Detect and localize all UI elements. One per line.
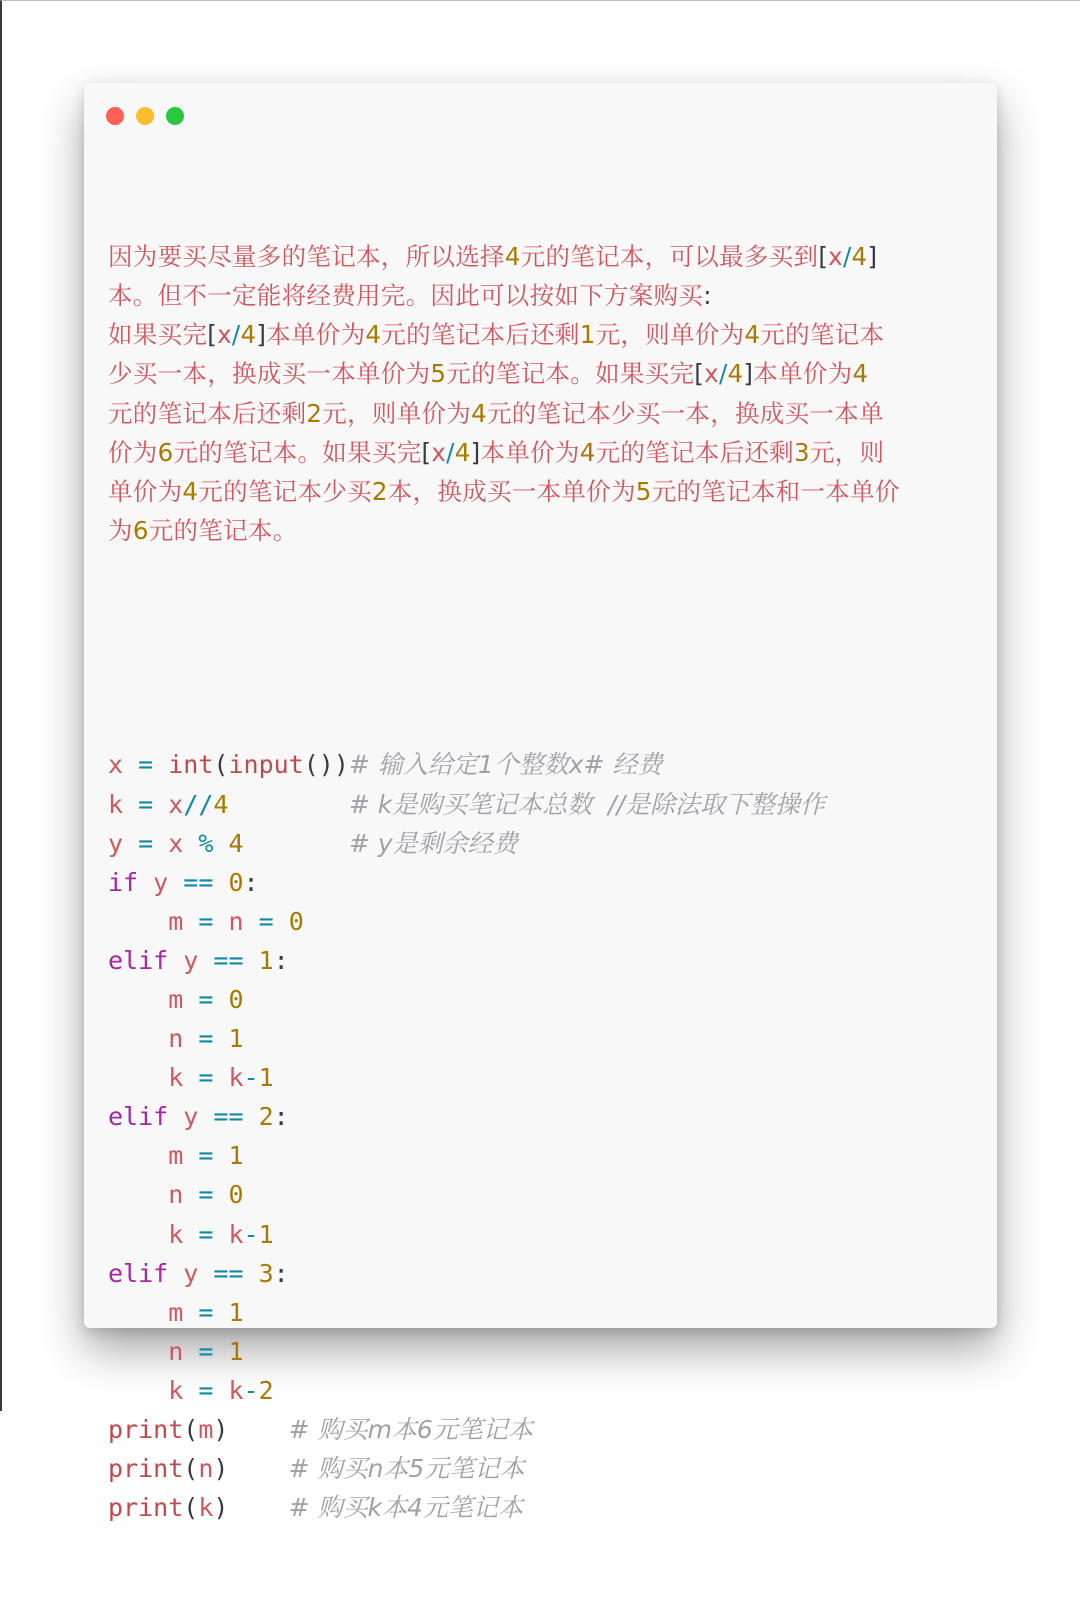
close-window-dot[interactable] [106,107,124,125]
code-line: n = 1 [168,1024,244,1054]
explanation-line: 本。但不一定能将经费用完。因此可以按如下方案购买: [108,281,712,311]
code-line: k = k-1 [168,1219,274,1249]
code-line: k = k-2 [168,1375,274,1405]
code-line: m = 0 [168,984,244,1014]
code-line: print(m) # 购买m本6元笔记本 [108,1415,533,1444]
minimize-window-dot[interactable] [136,107,154,125]
code-line: m = n = 0 [168,906,304,936]
code-line: print(n) # 购买n本5元笔记本 [108,1454,525,1484]
code-line: elif y == 3: [108,1258,289,1288]
code-line: m = 1 [168,1141,244,1171]
code-line: n = 0 [168,1180,244,1210]
code-line: k = x//4 # k是购买笔记本总数 //是除法取下整操作 [108,789,826,819]
blank-line [108,628,978,667]
explanation-line: 如果买完[x/4]本单价为4元的笔记本后还剩1元，则单价为4元的笔记本 [108,320,885,350]
code-line: n = 1 [168,1336,244,1366]
code-line: m = 1 [168,1297,244,1327]
maximize-window-dot[interactable] [166,107,184,125]
window-controls [106,107,184,125]
explanation-line: 元的笔记本后还剩2元，则单价为4元的笔记本少买一本，换成买一本单 [108,398,884,428]
code-window [84,83,997,1523]
explanation-line: 少买一本，换成买一本单价为5元的笔记本。如果买完[x/4]本单价为4 [108,359,869,389]
code-line: print(k) # 购买k本4元笔记本 [108,1493,523,1523]
explanation-text [108,237,978,550]
code-line: k = k-1 [168,1063,274,1093]
python-code [108,745,978,1527]
explanation-line: 因为要买尽量多的笔记本，所以选择4元的笔记本，可以最多买到[x/4] [108,242,878,272]
explanation-line: 价为6元的笔记本。如果买完[x/4]本单价为4元的笔记本后还剩3元，则 [108,437,885,467]
explanation-line: 为6元的笔记本。 [108,515,298,545]
code-line: x = int(input())# 输入给定1个整数x# 经费 [108,750,663,780]
code-line: if y == 0: [108,867,259,897]
explanation-line: 单价为4元的笔记本少买2本，换成买一本单价为5元的笔记本和一本单价 [108,476,900,506]
code-line: elif y == 2: [108,1102,289,1132]
code-content [108,159,978,1605]
code-line: y = x % 4 # y是剩余经费 [108,828,518,858]
code-line: elif y == 1: [108,945,289,975]
